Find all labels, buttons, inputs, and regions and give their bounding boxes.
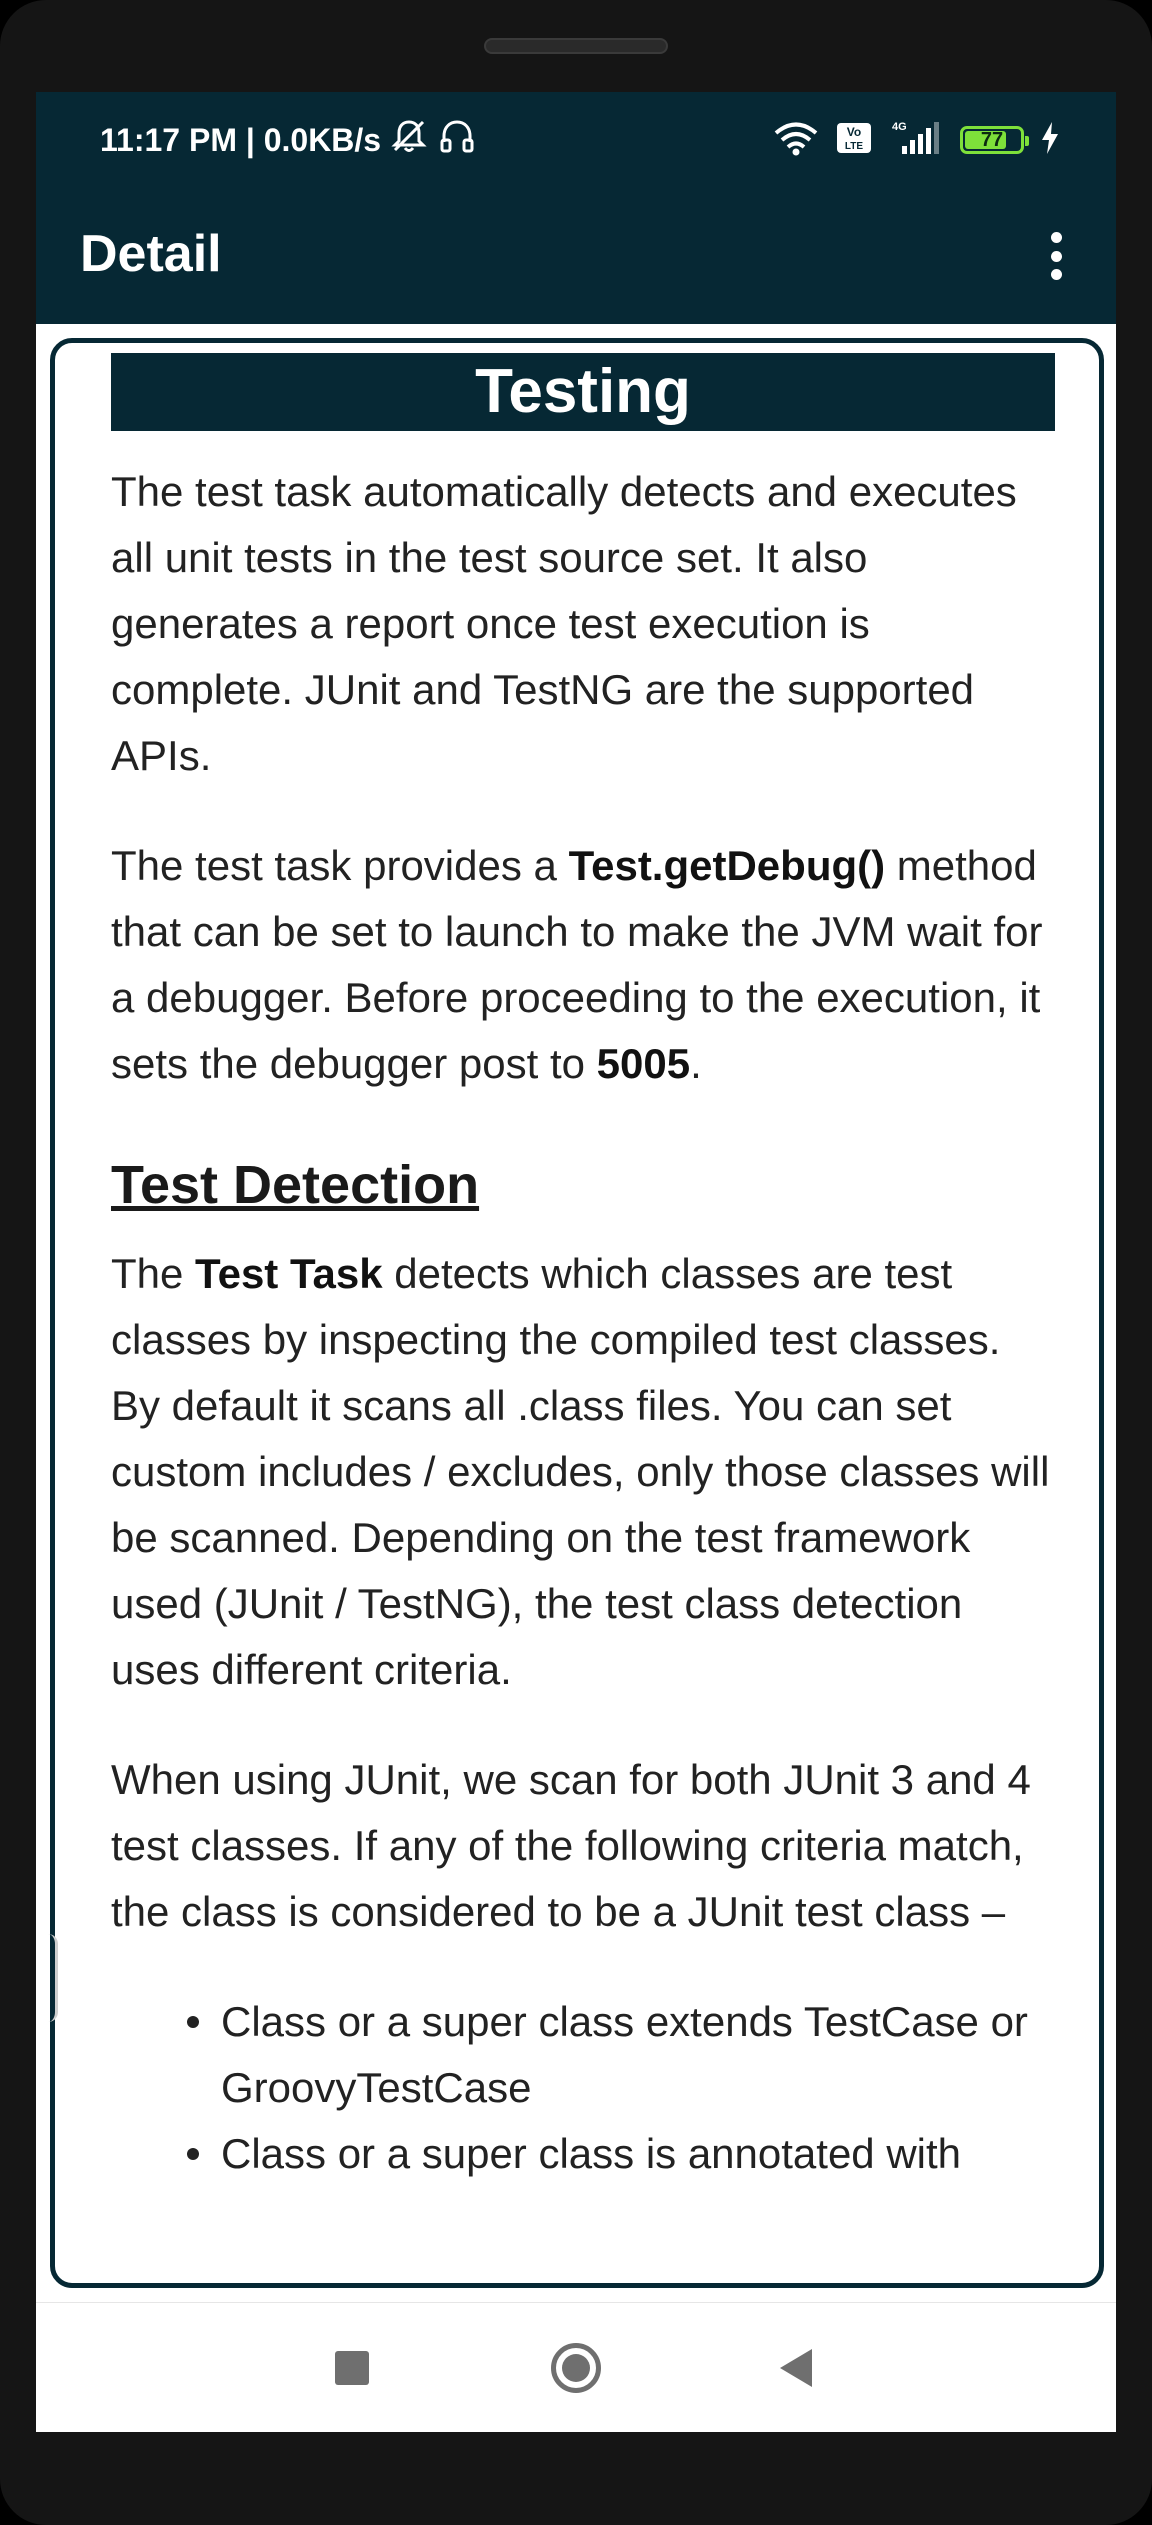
paragraph-2: The test task provides a Test.getDebug() method that can be set to launch to make the JVM wait for a debugger. Before proceeding to the execution, it sets the debugger post to 5005. (111, 842, 1043, 1087)
status-bar (36, 92, 1116, 188)
edge-swipe-handle[interactable] (48, 1934, 58, 2022)
charging-icon (1040, 121, 1060, 160)
paragraph-3: The Test Task detects which classes are test classes by inspecting the compiled test classes. By default it scans all .class files. You can set custom includes / excludes, only those classes will be scanned. Depending on the test framework used (JUnit / TestNG), the test class detection uses different criteria. (111, 1250, 1050, 1693)
port-number: 5005 (596, 1040, 691, 1087)
volte-icon (836, 122, 872, 159)
headset-icon (437, 116, 477, 164)
content-body (111, 353, 1055, 2187)
signal-icon (888, 120, 944, 161)
app-bar (36, 188, 1116, 324)
more-vert-icon[interactable] (1036, 228, 1076, 284)
list-item: Class or a super class is annotated with (187, 2121, 1055, 2187)
status-right (772, 118, 1060, 162)
list-item: Class or a super class extends TestCase or GroovyTestCase (187, 1989, 1055, 2121)
battery-icon (960, 126, 1024, 154)
mute-icon (389, 116, 429, 164)
paragraph-4: When using JUnit, we scan for both JUnit 3 and 4 test classes. If any of the following criteria match, the class is considered to be a JUnit test class – (111, 1756, 1031, 1935)
code-reference: Test.getDebug() (568, 842, 886, 889)
criteria-list (187, 1989, 1055, 2187)
status-time-speed: 11:17 PM | 0.0KB/s (100, 121, 382, 158)
status-left (100, 118, 477, 162)
earpiece-speaker (484, 38, 668, 54)
subheading-test-detection: Test Detection (111, 1155, 480, 1215)
bold-term: Test Task (195, 1250, 383, 1297)
back-icon[interactable] (778, 2347, 814, 2389)
svg-text:LTE: LTE (844, 140, 864, 152)
content-card[interactable] (50, 338, 1104, 2288)
page-title: Detail (80, 225, 222, 283)
navigation-bar (36, 2302, 1116, 2432)
screen (36, 92, 1116, 2432)
signal-type-label: 4G (892, 120, 907, 133)
paragraph-1: The test task automatically detects and executes all unit tests in the test source set. It also generates a report once test execution is complete. JUnit and TestNG are the supported APIs. (111, 468, 1017, 779)
home-icon[interactable] (551, 2343, 601, 2393)
battery-level: 77 (980, 128, 1004, 151)
svg-text:Vo: Vo (846, 124, 862, 139)
section-title: Testing (111, 353, 1055, 431)
wifi-icon (772, 120, 820, 161)
recents-icon[interactable] (335, 2351, 369, 2385)
